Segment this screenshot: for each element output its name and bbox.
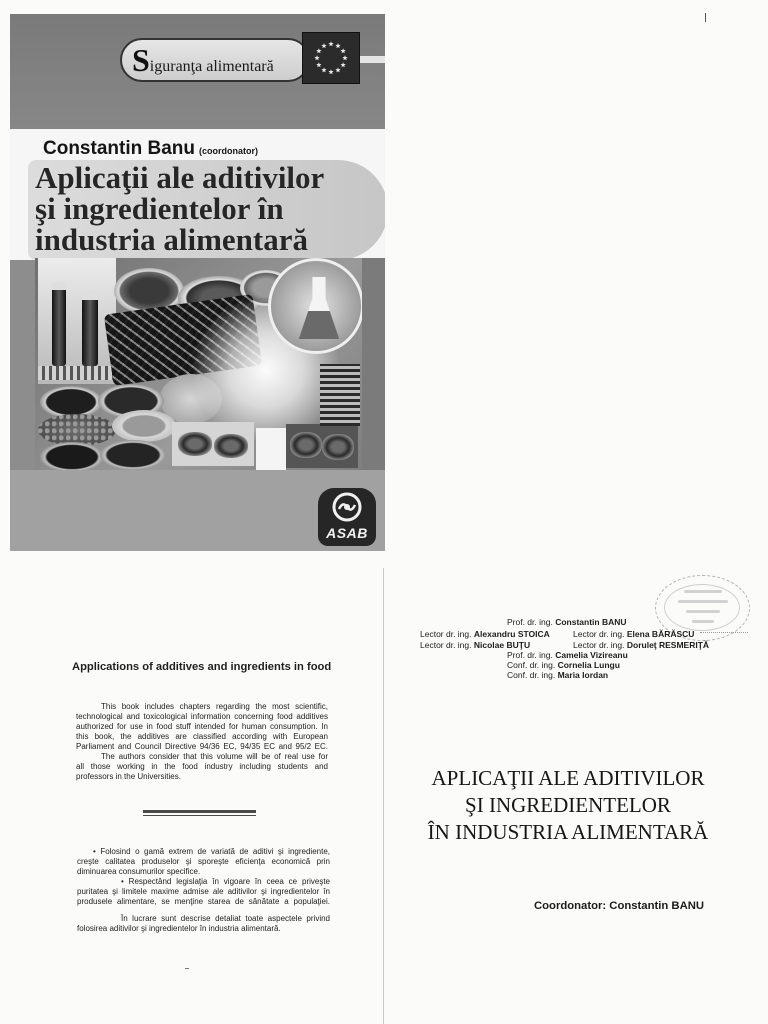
text-line: diminuarea consumurilor specifice.	[77, 867, 201, 876]
author-title: Conf. dr. ing.	[507, 660, 556, 670]
collage-tube-rack	[38, 366, 116, 380]
author-entry	[420, 629, 550, 639]
stamp-ink	[684, 590, 722, 593]
cover-title-line: Aplicaţii ale aditivilor	[35, 160, 325, 195]
author-title: Lector dr. ing.	[420, 629, 472, 639]
author-entry	[507, 670, 608, 680]
author-name: Nicolae BUŢU	[473, 640, 531, 650]
author-title: Prof. dr. ing.	[507, 650, 553, 660]
cover-author	[43, 138, 258, 160]
eu-flag-star	[314, 55, 319, 60]
eu-flag-star	[321, 43, 326, 48]
author-name: Constantin BANU	[555, 617, 627, 627]
text-line: technological and toxicological information concerning food additives	[76, 712, 328, 721]
publisher-logo	[318, 488, 376, 546]
flask-icon	[297, 277, 341, 339]
text-line: • Respectând legislaţia în vigoare în ceea ce priveşte	[121, 877, 330, 886]
author-name: Camelia Vizireanu	[555, 650, 628, 660]
collage-white-plate	[256, 428, 286, 470]
collage-roll	[322, 434, 354, 460]
author-title: Prof. dr. ing.	[507, 617, 553, 627]
series-banner-label: Siguranţa alimentară	[132, 42, 274, 78]
eu-flag-star	[342, 55, 347, 60]
collage-roll	[290, 432, 322, 458]
back-cover-heading: Applications of additives and ingredients in food	[72, 661, 332, 673]
eu-flag-star	[335, 67, 340, 72]
eu-flag-star	[335, 43, 340, 48]
title-page-title-line: ŞI INGREDIENTELOR	[465, 793, 671, 817]
eu-flag-icon	[302, 32, 360, 84]
text-line: În lucrare sunt descrise detaliat toate aspectele privind	[121, 914, 330, 923]
author-title: Conf. dr. ing.	[507, 670, 556, 680]
title-page-coordinator: Coordonator: Constantin BANU	[534, 900, 705, 912]
author-name: Doruleţ RESMERIŢĂ	[626, 640, 710, 650]
author-name: Maria Iordan	[557, 670, 609, 680]
title-page-title-line: APLICAŢII ALE ADITIVILOR	[431, 766, 705, 790]
scan-mark	[705, 13, 706, 22]
collage-roll	[178, 432, 212, 456]
text-line: produsele alimentare, se menţine starea de sănătate a populaţiei.	[77, 897, 330, 906]
text-line: This book includes chapters regarding the most scientific,	[101, 702, 328, 711]
stamp-ink	[678, 600, 728, 603]
collage-sliced-food	[320, 364, 360, 426]
stamp-dotted-line	[700, 632, 748, 633]
cover-author-role: (coordonator)	[199, 146, 258, 156]
eu-flag-star	[328, 69, 333, 74]
scan-mark	[185, 968, 189, 969]
stamp-ink	[686, 610, 720, 613]
asab-emblem-icon	[331, 491, 363, 523]
author-entry	[573, 629, 694, 639]
text-line: all those working in the food industry including students and	[76, 762, 328, 771]
page-fold-line	[383, 568, 384, 1024]
cover-author-name: Constantin Banu	[43, 138, 195, 159]
author-entry	[573, 640, 709, 650]
text-line: folosirea aditivilor şi ingredientelor în industria alimentară.	[77, 924, 281, 933]
text-line: Parliament and Council Directive 94/36 EC, 94/35 EC and 95/2 EC.	[76, 742, 328, 751]
double-rule-divider	[143, 810, 256, 816]
text-line: authorized for use in food stuff intended for human consumption. In	[76, 722, 328, 731]
collage-vial	[82, 292, 98, 366]
author-name: Alexandru STOICA	[473, 629, 550, 639]
stamp-ink	[692, 620, 714, 623]
collage-seed-bowl	[100, 440, 166, 470]
title-page-title	[401, 765, 735, 846]
text-line: creşte calitatea produselor şi sporeşte eficienţa economică prin	[77, 857, 330, 866]
text-line: this book, the additives are classified according with European	[76, 732, 328, 741]
series-banner	[120, 38, 310, 82]
author-name: Elena BĂRĂSCU	[626, 629, 695, 639]
publisher-logo-text: ASAB	[326, 525, 368, 541]
text-line: • Folosind o gamă extrem de variată de aditivi şi ingrediente,	[93, 847, 330, 856]
collage-food-rolls	[286, 424, 358, 468]
romanian-description	[77, 847, 330, 907]
eu-flag-star	[340, 48, 345, 53]
collage-seed-bowl	[112, 410, 176, 442]
text-line: professors in the Universities.	[76, 772, 181, 781]
eu-flag-star	[321, 67, 326, 72]
author-title: Lector dr. ing.	[420, 640, 472, 650]
front-cover	[10, 14, 385, 551]
author-entry	[507, 660, 620, 670]
english-description	[76, 702, 328, 782]
title-page-title-line: ÎN INDUSTRIA ALIMENTARĂ	[427, 820, 709, 844]
cover-title-line: şi ingredientelor în	[35, 191, 284, 226]
cover-title	[35, 162, 375, 255]
author-entry	[507, 650, 628, 660]
text-line: puritatea şi limitele maxime admise ale aditivilor şi ingredientelor în	[77, 887, 330, 896]
author-name: Cornelia Lungu	[557, 660, 620, 670]
eu-flag-star	[328, 41, 333, 46]
collage-vial	[52, 282, 66, 366]
text-line: The authors consider that this volume will be of real use for	[101, 752, 328, 761]
romanian-description-end	[77, 914, 330, 934]
collage-roll	[214, 434, 248, 458]
author-title: Lector dr. ing.	[573, 629, 625, 639]
collage-watch-glass	[268, 258, 364, 354]
collage-seed-bowl	[40, 442, 104, 472]
author-entry	[507, 617, 627, 627]
cover-title-line: industria alimentară	[35, 222, 308, 257]
eu-flag-star	[340, 62, 345, 67]
author-title: Lector dr. ing.	[573, 640, 625, 650]
eu-flag-star	[316, 62, 321, 67]
eu-flag-star	[316, 48, 321, 53]
collage-food-rolls	[172, 422, 254, 466]
author-entry	[420, 640, 530, 650]
eu-flag-stars	[303, 33, 359, 83]
